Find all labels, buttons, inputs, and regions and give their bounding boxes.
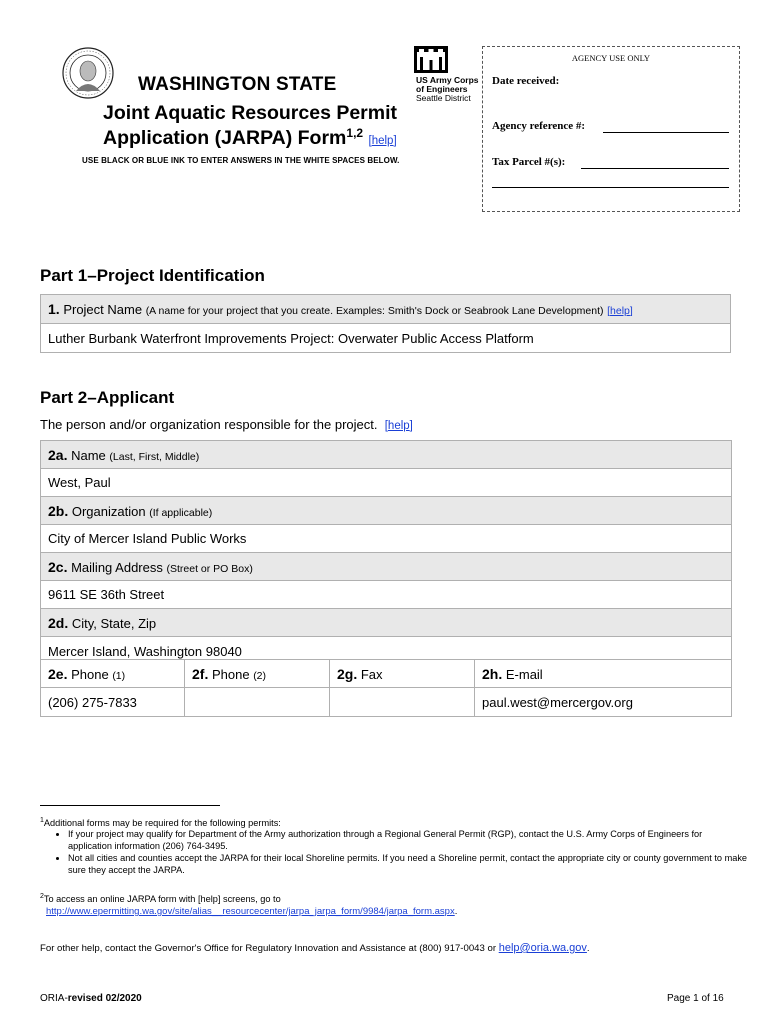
agency-reference-label: Agency reference #: [492, 120, 586, 132]
phone2-label [185, 660, 330, 688]
2c-label: Mailing Address [71, 559, 163, 575]
form-title-line2 [103, 126, 397, 150]
title-help-link[interactable]: help [371, 135, 394, 147]
part2-heading: Part 2–Applicant [40, 388, 175, 407]
agency-use-heading: AGENCY USE ONLY [571, 53, 651, 63]
state-heading: WASHINGTON STATE [138, 74, 337, 95]
revision-prefix: ORIA- [40, 993, 68, 1004]
q1-hint: (A name for your project that you create. Examples: Smith's Dock or Seabrook Lane Development) [145, 305, 604, 317]
footnote-divider [40, 805, 220, 806]
footnote-1 [40, 815, 281, 829]
q1-help-open: [ [607, 305, 611, 317]
city-state-zip-input[interactable]: Mercer Island, Washington 98040 [41, 637, 732, 660]
2f-number: 2f. [192, 665, 209, 682]
fn1-mark: 1 [40, 817, 44, 824]
fn1-text: Additional forms may be required for the following permits: [43, 818, 281, 828]
agency-use-box [482, 46, 740, 212]
washington-state-seal-icon [62, 47, 114, 99]
organization-label [41, 497, 732, 525]
2g-number: 2g. [337, 665, 358, 682]
organization-input[interactable]: City of Mercer Island Public Works [41, 525, 732, 553]
fn2-text: To access an online JARPA form with [help] screens, go to [43, 894, 281, 904]
email-input[interactable]: paul.west@mercergov.org [475, 688, 732, 717]
phone1-input[interactable]: (206) 275-7833 [41, 688, 185, 717]
q1-label: Project Name [63, 302, 143, 317]
fn2-end: . [454, 906, 458, 917]
phone1-label [41, 660, 185, 688]
mailing-address-label [41, 553, 732, 581]
applicant-intro [40, 417, 413, 432]
form-title-line1: Joint Aquatic Resources Permit [103, 102, 398, 124]
applicant-table [40, 440, 732, 717]
applicant-intro-text: The person and/or organization responsible for the project. [40, 417, 378, 432]
2g-label: Fax [360, 666, 383, 682]
2h-number: 2h. [482, 665, 503, 682]
revision-note [40, 993, 142, 1004]
2a-hint: (Last, First, Middle) [109, 450, 200, 463]
page-number: Page 1 of 16 [667, 993, 724, 1004]
email-label [475, 660, 732, 688]
army-corps-castle-icon [414, 46, 448, 73]
tax-parcel-field-2[interactable] [492, 187, 729, 188]
q1-help-link[interactable]: help [610, 305, 630, 317]
city-state-zip-label [41, 609, 732, 637]
2e-label: Phone [71, 666, 109, 682]
date-received-label: Date received: [492, 75, 560, 87]
corps-line3: Seattle District [416, 93, 471, 103]
other-help-text [40, 942, 590, 955]
part2-help-link[interactable]: help [387, 420, 410, 432]
help-bracket-close: ] [393, 135, 397, 147]
army-corps-text [416, 76, 479, 103]
title-superscript: 1,2 [346, 126, 364, 140]
other-help-end: . [586, 943, 590, 954]
form-title-text: Application (JARPA) Form [103, 127, 347, 149]
revision-date: revised 02/2020 [67, 993, 142, 1004]
oria-email-link[interactable]: help@oria.wa.gov [498, 942, 587, 954]
tax-parcel-field[interactable] [581, 168, 729, 169]
2f-label: Phone [211, 666, 250, 682]
footnote-2-link-row [46, 906, 457, 918]
footnote-bullet-rgp: • If your project may qualify for Department of the Army authorization through a Regional General Permit (RGP), contact the U.S. Army Corps of Engineers for application information (206) 764-3495. [68, 828, 748, 852]
2e-number: 2e. [48, 665, 68, 682]
footnote-2 [40, 891, 281, 905]
fax-input[interactable] [330, 688, 475, 717]
2a-number: 2a. [48, 446, 68, 463]
project-name-label [41, 295, 731, 324]
tax-parcel-label: Tax Parcel #(s): [492, 156, 566, 168]
2b-label: Organization [71, 503, 146, 519]
ink-instructions: USE BLACK OR BLUE INK TO ENTER ANSWERS IN THE WHITE SPACES BELOW. [82, 156, 400, 165]
2b-hint: (If applicable) [149, 506, 213, 519]
help-bracket-open: [ [368, 135, 372, 147]
q1-help-close: ] [629, 305, 633, 317]
project-name-input[interactable]: Luther Burbank Waterfront Improvements Project: Overwater Public Access Platform [41, 324, 731, 353]
part2-help-close: ] [409, 420, 413, 432]
corps-line1: US Army Corps [416, 75, 479, 85]
name-label [41, 441, 732, 469]
footnote-bullet-shoreline: • Not all cities and counties accept the JARPA for their local Shoreline permits. If you need a Shoreline permit, contact the appropriate city or county government to make sure they accept the JARPA. [68, 852, 748, 876]
2e-hint: (1) [112, 669, 126, 682]
fax-label [330, 660, 475, 688]
other-help-sentence: For other help, contact the Governor's Office for Regulatory Innovation and Assistance at (800) 917-0043 or [40, 943, 497, 954]
jarpa-online-form-link[interactable]: http://www.epermitting.wa.gov/site/alias__resourcecenter/jarpa_jarpa_form/9984/jarpa_form.aspx [46, 906, 455, 917]
2f-hint: (2) [253, 669, 267, 682]
phone2-input[interactable] [185, 688, 330, 717]
name-input[interactable]: West, Paul [41, 469, 732, 497]
2d-number: 2d. [48, 614, 69, 631]
2b-number: 2b. [48, 502, 69, 519]
2d-label: City, State, Zip [71, 615, 157, 631]
fn2-mark: 2 [40, 893, 44, 900]
2h-label: E-mail [505, 666, 543, 682]
part1-heading: Part 1–Project Identification [40, 266, 265, 285]
part2-help-open: [ [384, 420, 388, 432]
2a-label: Name [71, 447, 106, 463]
mailing-address-input[interactable]: 9611 SE 36th Street [41, 581, 732, 609]
agency-reference-field[interactable] [603, 132, 729, 133]
project-identification-table [40, 294, 731, 353]
2c-hint: (Street or PO Box) [166, 562, 253, 575]
footnote-1-list [56, 828, 748, 876]
corps-line2: of Engineers [416, 84, 468, 94]
2c-number: 2c. [48, 558, 68, 575]
q1-number: 1. [48, 301, 60, 317]
